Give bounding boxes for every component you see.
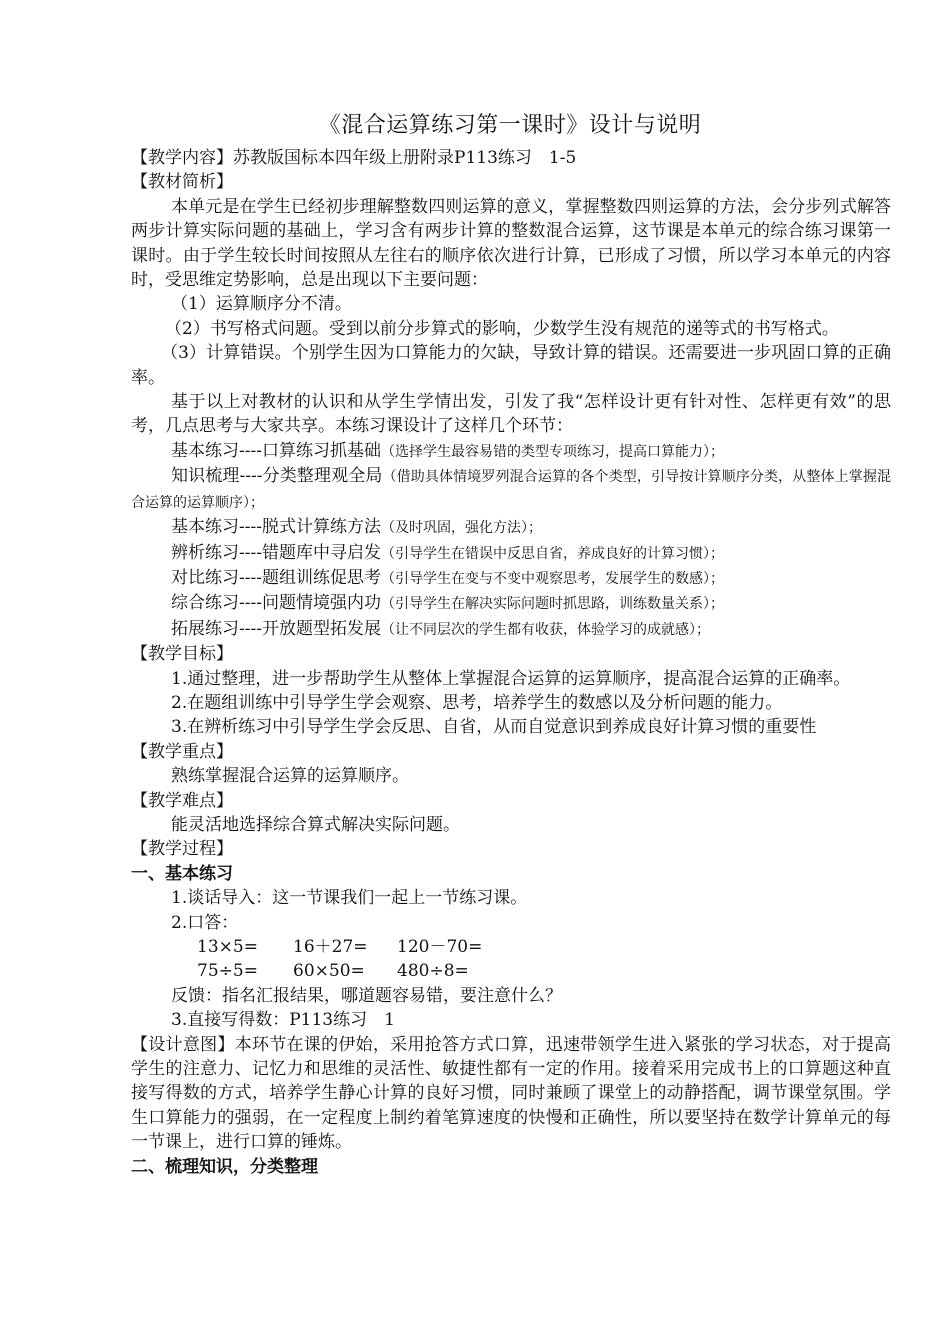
analysis-paragraph-1: 本单元是在学生已经初步理解整数四则运算的意义，掌握整数四则运算的方法，会分步列式解答两步计算实际问题的基础上，学习含有两步计算的整数混合运算，这节课是本单元的综合练习课第一课时。由于学生较长时间按照从左往右的顺序依次进行计算，已形成了习惯，所以学习本单元的内容时，受思维定势影响，总是出现以下主要问题：	[131, 196, 891, 291]
process-label: 【教学过程】	[131, 839, 233, 860]
link-main: 拓展练习----开放题型拓发展	[171, 618, 381, 639]
link-main: 对比练习----题组训练促思考	[171, 567, 381, 588]
oral-row-1	[131, 935, 891, 959]
difficulty-label: 【教学难点】	[131, 790, 233, 811]
content-text: 苏教版国标本四年级上册附录P113练习 1-5	[233, 148, 577, 168]
section-heading-2: 二、梳理知识，分类整理	[131, 1156, 318, 1177]
link-note: （选择学生最容易错的类型专项练习，提高口算能力）；	[380, 443, 724, 460]
page-title: 《混合运算练习第一课时》设计与说明	[318, 113, 702, 138]
problem-item-2: （2）书写格式问题。受到以前分步算式的影响，少数学生没有规范的递等式的书写格式。	[165, 318, 839, 339]
link-note: （借助具体情境罗列混合运算的各个类型，引导按计算顺序分类，从整体上掌握混合运算的运算顺序）；	[131, 469, 891, 511]
link-main: 辨析练习----错题库中寻启发	[171, 542, 381, 563]
content-line	[131, 146, 891, 170]
design-intent	[131, 1033, 891, 1155]
goal-item-3: 3.在辨析练习中引导学生学会反思、自省，从而自觉意识到养成良好计算习惯的重要性	[171, 717, 817, 738]
oral-problem: 75÷5=	[197, 961, 258, 982]
oral-problem: 13×5=	[197, 937, 258, 957]
link-item	[131, 566, 891, 591]
problem-item-3: （3）计算错误。个别学生因为口算能力的欠缺，导致计算的错误。还需要进一步巩固口算的正确率。	[131, 343, 891, 388]
link-item	[131, 515, 891, 540]
link-note: （及时巩固，强化方法）；	[380, 520, 542, 537]
goals-label: 【教学目标】	[131, 644, 233, 665]
link-note: （引导学生在错误中反思自省，养成良好的计算习惯）；	[380, 545, 724, 562]
link-main: 基本练习----口算练习抓基础	[171, 440, 381, 461]
intent-text: 本环节在课的伊始，采用抢答方式口算，迅速带领学生进入紧张的学习状态，对于提高学生的注意力、记忆力和思维的灵活性、敏捷性都有一定的作用。接着采用完成书上的口算题这种直接写得数的方式，培养学生静心计算的良好习惯，同时兼顾了课堂上的动静搭配，调节课堂氛围。学生口算能力的强弱，在一定程度上制约着笔算速度的快慢和正确性，所以要坚持在数学计算单元的每一节课上，进行口算的锤炼。	[131, 1034, 892, 1153]
step-2: 2.口答：	[171, 912, 239, 933]
oral-problem: 60×50=	[293, 961, 365, 982]
section-heading-1: 一、基本练习	[131, 863, 233, 884]
content-label: 【教学内容】	[131, 148, 233, 168]
analysis-paragraph-2: 基于以上对教材的认识和从学生学情出发，引发了我“怎样设计更有针对性、怎样更有效”的思考，几点思考与大家共享。本练习课设计了这样几个环节：	[131, 392, 891, 437]
link-main: 综合练习----问题情境强内功	[171, 593, 381, 614]
oral-problem: 480÷8=	[397, 961, 469, 982]
link-main: 知识梳理----分类整理观全局	[171, 466, 383, 487]
difficulty-text: 能灵活地选择综合算式解决实际问题。	[171, 814, 460, 835]
oral-row-2	[131, 959, 891, 983]
analysis-label: 【教材简析】	[131, 172, 233, 193]
link-item	[131, 541, 891, 566]
intent-label: 【设计意图】	[131, 1034, 235, 1055]
link-item	[131, 617, 891, 642]
link-main: 基本练习----脱式计算练方法	[171, 517, 381, 538]
link-note: （引导学生在解决实际问题时抓思路，训练数量关系）；	[380, 596, 724, 613]
document-body	[131, 146, 891, 1179]
goal-item-1: 1.通过整理，进一步帮助学生从整体上掌握混合运算的运算顺序，提高混合运算的正确率。	[171, 668, 851, 689]
problem-item-1: （1）运算顺序分不清。	[171, 294, 352, 315]
link-item	[131, 464, 891, 515]
oral-problem: 120－70=	[397, 937, 483, 957]
step-3: 3.直接写得数：P113练习 1	[171, 1010, 395, 1031]
goal-item-2: 2.在题组训练中引导学生学会观察、思考，培养学生的数感以及分析问题的能力。	[171, 692, 783, 713]
step-1: 1.谈话导入：这一节课我们一起上一节练习课。	[171, 888, 528, 909]
oral-problem: 16＋27=	[293, 937, 368, 957]
key-label: 【教学重点】	[131, 741, 233, 762]
link-item	[131, 439, 891, 464]
link-item	[131, 591, 891, 616]
feedback-text: 反馈：指名汇报结果，哪道题容易错，要注意什么？	[171, 985, 562, 1006]
key-text: 熟练掌握混合运算的运算顺序。	[171, 766, 409, 787]
link-note: （让不同层次的学生都有收获，体验学习的成就感）；	[380, 621, 710, 638]
link-note: （引导学生在变与不变中观察思考，发展学生的数感）；	[380, 570, 724, 587]
